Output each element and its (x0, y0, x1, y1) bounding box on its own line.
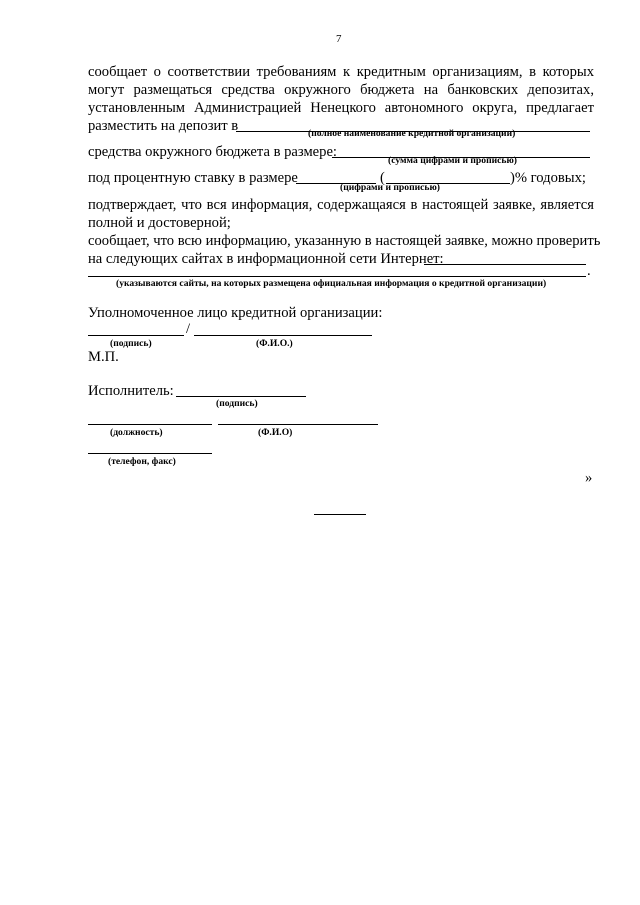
sites-caption: (указываются сайты, на которых размещена официальная информация о кредитной организации) (116, 278, 547, 289)
executor-fio-caption: (Ф.И.О) (258, 427, 293, 438)
confirm-line-1: подтверждает, что вся информация, содержащаяся в настоящей заявке, является (88, 197, 594, 213)
verify-line-2: на следующих сайтах в информационной сети Интернет: (88, 251, 444, 267)
executor-sign-caption: (подпись) (216, 398, 258, 409)
executor-fio-field[interactable] (218, 424, 378, 425)
executor-phone-field[interactable] (88, 453, 212, 454)
rate-caption: (цифрами и прописью) (340, 182, 440, 193)
deposit-label: разместить на депозит в (88, 118, 239, 134)
rate-paren-open: ( (380, 170, 385, 186)
amount-label: средства окружного бюджета в размере: (88, 144, 337, 160)
authorized-sign-field[interactable] (88, 335, 184, 336)
executor-position-field[interactable] (88, 424, 212, 425)
authorized-sign-caption: (подпись) (110, 338, 152, 349)
executor-phone-caption: (телефон, факс) (108, 456, 176, 467)
sites-period: . (587, 263, 591, 279)
deposit-caption: (полное наименование кредитной организации) (308, 128, 516, 139)
authorized-slash: / (186, 321, 191, 337)
page-number: 7 (336, 33, 342, 45)
verify-line-1: сообщает, что всю информацию, указанную в настоящей заявке, можно проверить (88, 233, 601, 249)
sites-field-2[interactable] (88, 276, 586, 277)
stamp-label: М.П. (88, 349, 119, 365)
body-line-1: сообщает о соответствии требованиям к кредитным организациям, в которых (88, 64, 594, 80)
closing-quote: » (585, 470, 593, 486)
authorized-person-label: Уполномоченное лицо кредитной организации: (88, 305, 383, 321)
executor-label: Исполнитель: (88, 383, 174, 399)
authorized-fio-caption: (Ф.И.О.) (256, 338, 293, 349)
body-line-2: могут размещаться средства окружного бюджета на банковских депозитах, (88, 82, 594, 98)
executor-sign-field[interactable] (176, 396, 306, 397)
end-rule (314, 514, 366, 515)
sites-field-1[interactable] (424, 264, 586, 265)
rate-label: под процентную ставку в размере (88, 170, 298, 186)
authorized-fio-field[interactable] (194, 335, 372, 336)
body-line-3: установленным Администрацией Ненецкого автономного округа, предлагает (88, 100, 594, 116)
confirm-line-2: полной и достоверной; (88, 215, 231, 231)
executor-position-caption: (должность) (110, 427, 163, 438)
amount-caption: (сумма цифрами и прописью) (388, 155, 517, 166)
rate-suffix: )% годовых; (510, 170, 586, 186)
